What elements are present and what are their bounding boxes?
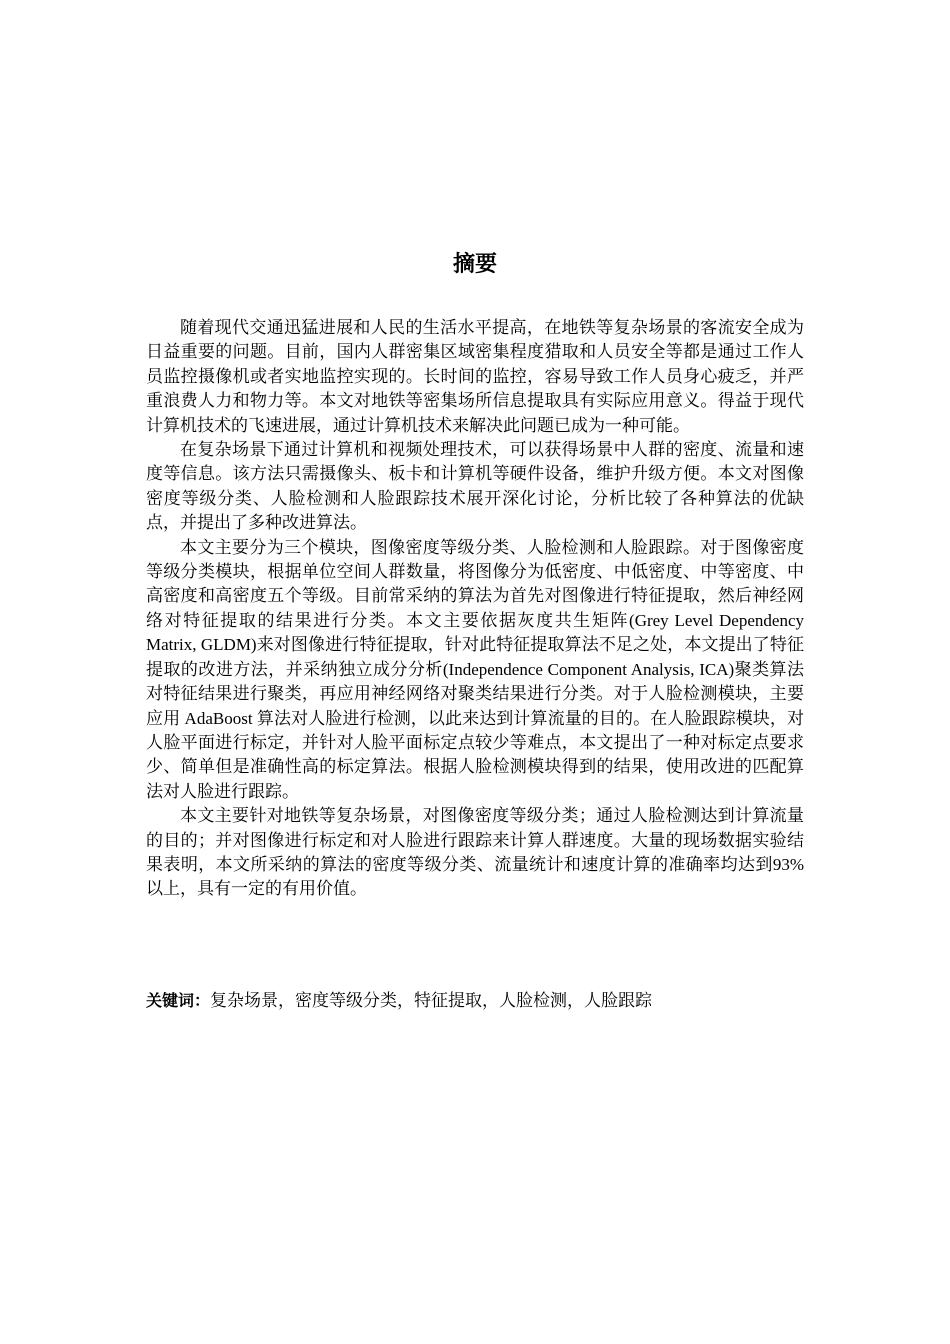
abstract-title: 摘要 <box>452 252 497 277</box>
abstract-body <box>146 316 804 902</box>
abstract-paragraph-3: 本文主要分为三个模块，图像密度等级分类、人脸检测和人脸跟踪。对于图像密度等级分类模块，根据单位空间人群数量，将图像分为低密度、中低密度、中等密度、中高密度和高密度五个等级。目前常采纳的算法为首先对图像进行特征提取，然后神经网络对特征提取的结果进行分类。本文主要依据灰度共生矩阵(Grey Level Dependency Matrix, GLDM)来对图像进行特征提取，针对此特征提取算法不足之处，本文提出了特征提取的改进方法，并采纳独立成分分析(Independence Component Analysis, ICA)聚类算法对特征结果进行聚类，再应用神经网络对聚类结果进行分类。对于人脸检测模块，主要应用 AdaBoost 算法对人脸进行检测，以此来达到计算流量的目的。在人脸跟踪模块，对人脸平面进行标定，并针对人脸平面标定点较少等难点，本文提出了一种对标定点要求少、简单但是准确性高的标定算法。根据人脸检测模块得到的结果，使用改进的匹配算法对人脸进行跟踪。 <box>146 537 804 801</box>
abstract-paragraph-1: 随着现代交通迅猛进展和人民的生活水平提高，在地铁等复杂场景的客流安全成为日益重要的问题。目前，国内人群密集区域密集程度猎取和人员安全等都是通过工作人员监控摄像机或者实地监控实现的。长时间的监控，容易导致工作人员身心疲乏，并严重浪费人力和物力等。本文对地铁等密集场所信息提取具有实际应用意义。得益于现代计算机技术的飞速进展，通过计算机技术来解决此问题已成为一种可能。 <box>146 318 804 435</box>
keywords-label: 关键词： <box>146 991 211 1010</box>
keywords-text: 复杂场景，密度等级分类，特征提取，人脸检测，人脸跟踪 <box>210 991 653 1010</box>
abstract-paragraph-2: 在复杂场景下通过计算机和视频处理技术，可以获得场景中人群的密度、流量和速度等信息。该方法只需摄像头、板卡和计算机等硬件设备，维护升级方便。本文对图像密度等级分类、人脸检测和人脸跟踪技术展开深化讨论，分析比较了各种算法的优缺点，并提出了多种改进算法。 <box>146 440 804 533</box>
abstract-paragraph-4: 本文主要针对地铁等复杂场景，对图像密度等级分类；通过人脸检测达到计算流量的目的；并对图像进行标定和对人脸进行跟踪来计算人群速度。大量的现场数据实验结果表明，本文所采纳的算法的密度等级分类、流量统计和速度计算的准确率均达到93%以上，具有一定的有用价值。 <box>146 806 804 899</box>
keywords-line <box>146 989 804 1013</box>
